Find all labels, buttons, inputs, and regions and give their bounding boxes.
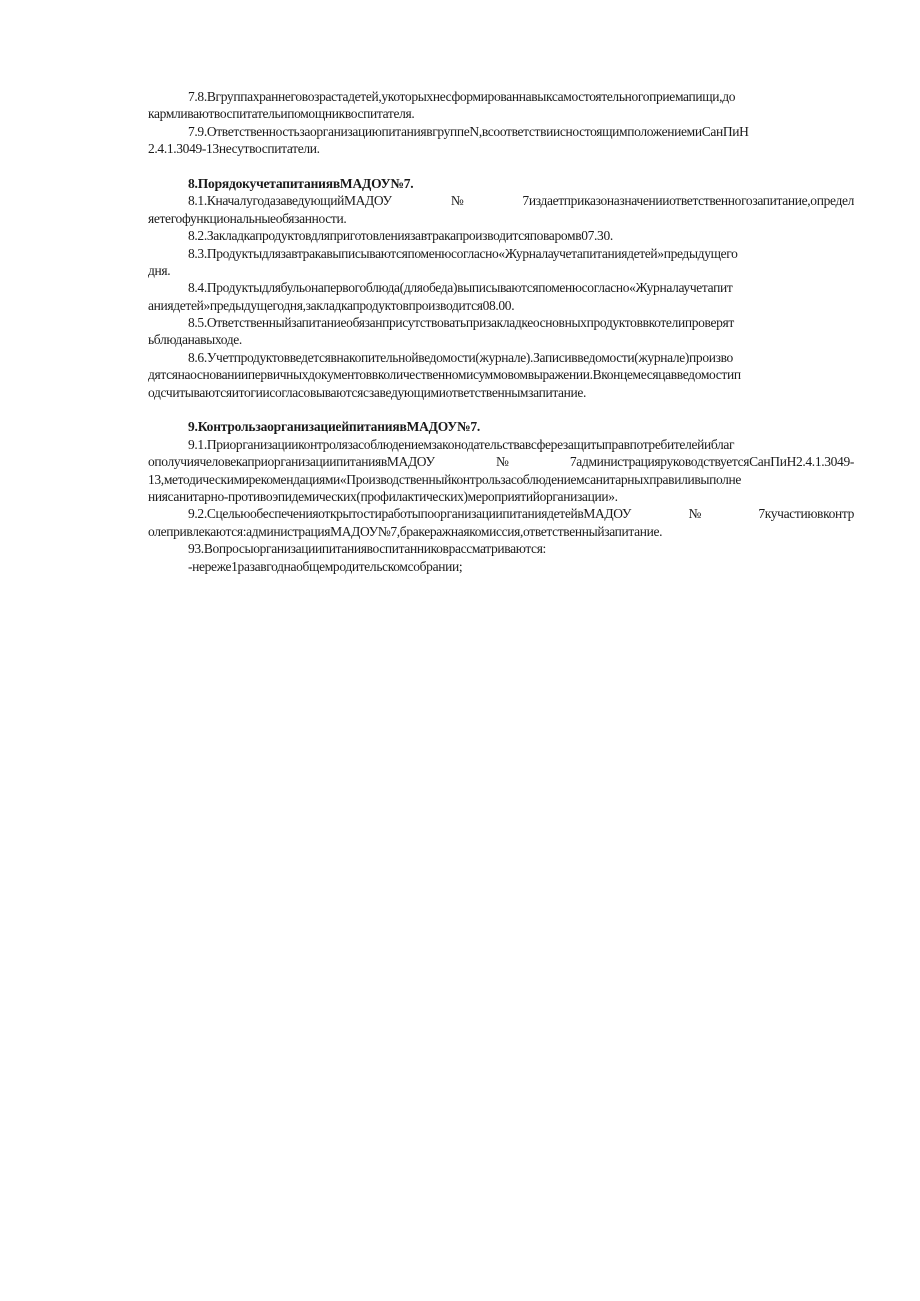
- paragraph-7-8-line-1: 7.8.Вгруппахраннеговозрастадетей,укоторыхнесформированнавыксамостоятельногоприемапищи,до: [188, 89, 736, 104]
- section-gap: [148, 401, 854, 418]
- paragraph-8-6-line-1: 8.6.Учетпродуктовведетсявнакопительнойведомости(журнале).Записивведомости(журнале)произво: [188, 349, 733, 365]
- paragraph-9-1-line-2: ополучиячеловекаприорганизациипитаниявМАДОУ№7администрацияруководствуетсяСанПиН2.4.1.3049-: [148, 454, 854, 470]
- paragraph-7-9-line-2: 2.4.1.3049-13несутвоспитатели.: [148, 141, 320, 157]
- paragraph-8-5-line-1: 8.5.Ответственныйзапитаниеобязанприсутствоватьпризакладкеосновныхпродуктоввкотелипроверят: [188, 315, 734, 331]
- paragraph-8-4-line-2: аниядетей»предыдущегодня,закладкапродуктовпроизводится08.00.: [148, 297, 515, 313]
- paragraph-9-3-line-1: 93.Вопросыорганизациипитаниявоспитанниковрассматриваются:: [188, 541, 546, 557]
- paragraph-9-2-line-2: олепривлекаются:администрацияМАДОУ№7,бракеражнаякомиссия,ответственныйзапитание.: [148, 523, 663, 539]
- paragraph-8-6-line-2: дятсянаоснованиипервичныхдокументоввколичественномисуммовомвыражении.Вконцемесяцавведомостип: [148, 367, 741, 383]
- paragraph-8-5-line-2: ьблюданавыходе.: [148, 332, 242, 348]
- paragraph-7-8-line-2: кармливаютвоспитательипомощниквоспитателя.: [148, 106, 415, 122]
- paragraph-9-1-line-1: 9.1.Приорганизацииконтролязасоблюдениемзаконодательствавсферезащитыправпотребителейиблаг: [188, 436, 735, 452]
- paragraph-9-1-line-3: 13,методическимирекомендациями«Производственныйконтрользасоблюдениемсанитарныхправиливыполне: [148, 471, 742, 487]
- document-body: [148, 88, 854, 575]
- section-8-heading: 8.ПорядокучетапитаниявМАДОУ№7.: [188, 175, 414, 191]
- paragraph-8-3-line-2: дня.: [148, 262, 171, 278]
- paragraph-8-3-line-1: 8.3.Продуктыдлязавтракавыписываютсяпоменюсогласно«Журналаучетапитаниядетей»предыдущего: [188, 245, 738, 261]
- section-gap: [148, 158, 854, 175]
- paragraph-8-2-line-1: 8.2.Закладкапродуктовдляприготовлениязавтракапроизводитсяповаромв07.30.: [188, 228, 613, 244]
- paragraph-8-1-line-1: 8.1.КначалугодазаведующийМАДОУ№7издаетприказоназначенииответственногозапитание,определ: [188, 193, 854, 209]
- paragraph-9-1-line-4: ниясанитарно-противоэпидемических(профилактических)мероприятийорганизации».: [148, 488, 618, 504]
- paragraph-8-6-line-3: одсчитываютсяитогиисогласовываютсясзаведующимиответственнымзапитание.: [148, 384, 587, 400]
- paragraph-9-3-list-item: -нереже1разавгоднаобщемродительскомсобрании;: [188, 558, 463, 574]
- section-9-heading: 9.КонтрользаорганизациейпитаниявМАДОУ№7.: [188, 419, 481, 435]
- paragraph-8-1-line-2: яетегофункциональныеобязанности.: [148, 210, 347, 226]
- paragraph-9-2-line-1: 9.2.СцельюобеспеченияоткрытостиработыпоорганизациипитаниядетейвМАДОУ№7кучастиювконтр: [188, 506, 854, 522]
- paragraph-7-9-line-1: 7.9.ОтветственностьзаорганизациюпитаниявгруппеN,всоответствиисностоящимположениемиСанПиН: [188, 123, 749, 139]
- paragraph-8-4-line-1: 8.4.Продуктыдлябульонапервогоблюда(дляобеда)выписываютсяпоменюсогласно«Журналаучетапит: [188, 280, 733, 296]
